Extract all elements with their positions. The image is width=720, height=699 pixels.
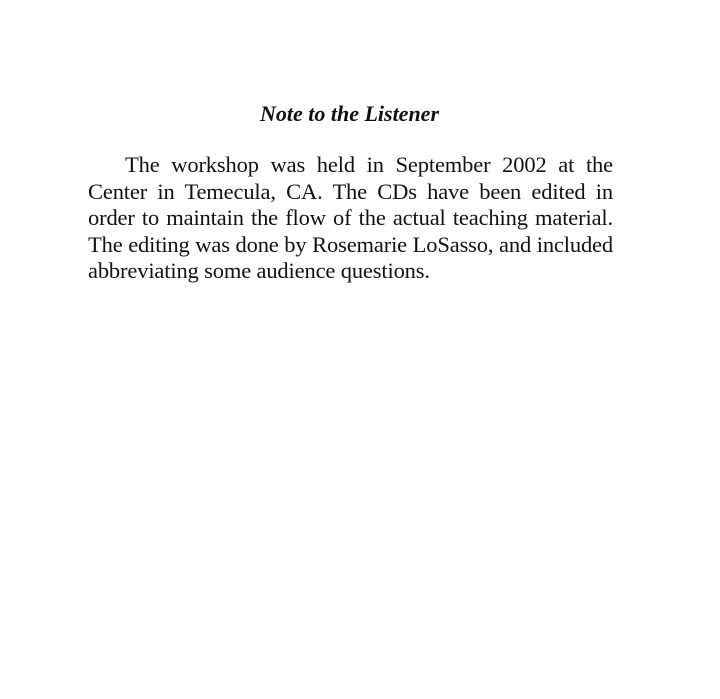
page-title: Note to the Listener xyxy=(259,101,440,126)
body-paragraph: The workshop was held in September 2002 at the Center in Temecula, CA. The CDs have been edited in order to maintain the flow of the actual teaching material. The editing was done by Rosemarie LoSasso, and included abbreviating some audience questions. xyxy=(88,152,613,283)
